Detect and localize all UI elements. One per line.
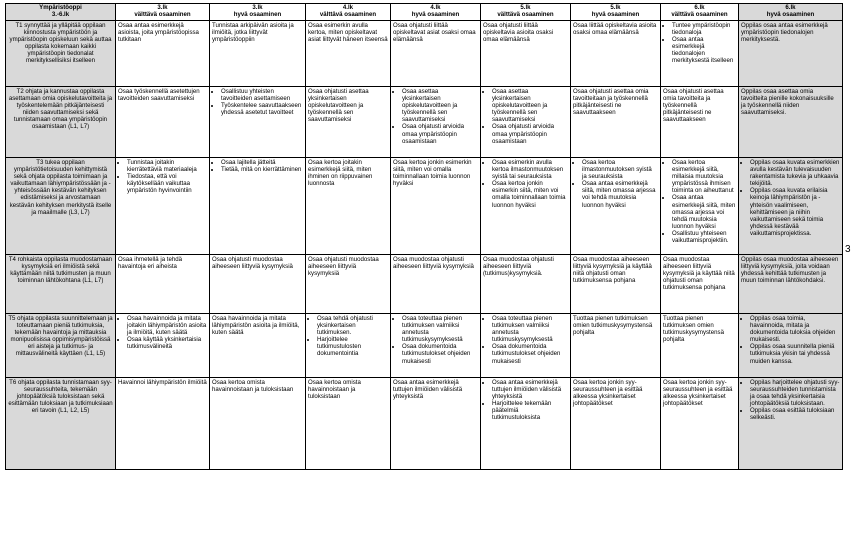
criteria-item: • Tuntee ympäristöopin tiedonaloja	[672, 22, 736, 36]
criteria-text: Osaa liittää opiskeltavia asioita osaksi omaa elämäänsä	[573, 21, 657, 36]
header-line-2: hyvä osaaminen	[233, 10, 282, 18]
criteria-item: • Osaa antaa esimerkkejä tuttujen ilmiöiden välisistä yhteyksistä	[492, 379, 568, 400]
criteria-item: • Oppilas osaa toimia, havainnoida, mitata ja dokumentoida tuloksia ohjeiden mukaisesti.	[750, 315, 840, 344]
header-column	[210, 4, 306, 21]
criteria-text: Osaa ohjatusti asettaa omia tavoitteita ja työskennellä pitkäjänteisesti ne saavuttaakseen	[663, 87, 724, 124]
criteria-text: Oppilas osaa antaa esimerkkejä ympäristöopin tiedonalojen merkityksestä.	[741, 21, 828, 43]
criteria-text: Osaa muodostaa ohjatusti aiheeseen liittyviä kysymyksiä	[393, 255, 474, 270]
criteria-list	[663, 159, 736, 245]
criteria-cell	[571, 20, 661, 86]
criteria-cell	[661, 377, 739, 469]
criteria-cell	[391, 377, 481, 469]
criteria-item: • Osaa asettaa yksinkertaisen opiskelutavoitteen ja työskennellä sen saavuttamiseksi	[402, 88, 478, 124]
header-line-1: 5.lk	[520, 4, 531, 11]
header-line-2: välttävä osaaminen	[497, 10, 554, 18]
criteria-cell	[739, 377, 843, 469]
header-line-2: välttävä osaaminen	[134, 10, 191, 18]
criteria-item: • Oppilas osaa kuvata esimerkkien avulla kestävän tulevaisuuden rakentamista tukevia ja uhkaavia tekijöitä.	[750, 159, 840, 188]
criteria-cell	[210, 157, 306, 254]
criteria-cell	[116, 86, 210, 157]
criteria-item: • Osaa kertoa esimerkkejä siitä, millaisia muutoksia ympäristössä ihmisen toiminta on aiheuttanut	[672, 159, 736, 195]
criteria-item: • Oppilas harjoittelee ohjatusti syy-seuraussuhteiden tunnistamista ja osaa tehdä yksinkertaisia johtopäätöksiä tuloksistaan.	[750, 379, 840, 408]
criteria-text: Osaa ohjatusti asettaa yksinkertaisen opiskelutavoitteen ja työskennellä sen saavuttamiseksi	[308, 87, 369, 124]
criteria-text: Osaa muodostaa ohjatusti aiheeseen liittyviä (tutkimus)kysymyksiä.	[483, 255, 554, 277]
criteria-item: • Osaa esimerkin avulla kertoa ilmastonmuutoksen syistä tai seurauksista	[492, 159, 568, 180]
criteria-item: • Osaa asettaa yksinkertaisen opiskelutavoitteen ja työskennellä sen saavuttamiseksi	[492, 88, 568, 124]
criteria-cell	[571, 254, 661, 313]
goal-cell: T4 rohkaista oppilasta muodostamaan kysymyksiä eri ilmiöistä sekä käyttämään niitä tutkimusten ja muun toiminnan lähtökohtana (L1, L7)	[6, 254, 116, 313]
criteria-text: Osaa ohjatusti asettaa omia tavoitteitaan ja työskennellä pitkäjänteisesti ne saavuttaakseen	[573, 87, 649, 117]
header-line-2: välttävä osaaminen	[319, 10, 377, 18]
criteria-list	[393, 88, 478, 145]
assessment-table	[5, 3, 843, 470]
criteria-cell	[739, 254, 843, 313]
header-column	[391, 4, 481, 21]
criteria-list	[212, 159, 303, 173]
criteria-item: • Oppilas osaa esittää tuloksiaan selkeästi.	[750, 407, 840, 421]
criteria-cell	[116, 377, 210, 469]
table-body	[6, 20, 843, 469]
criteria-cell	[210, 20, 306, 86]
header-column	[116, 4, 210, 21]
header-line-1: 4.lk	[430, 4, 441, 11]
criteria-cell	[116, 254, 210, 313]
header-line-1: 5.lk	[610, 4, 621, 11]
criteria-text: Tunnistaa arkipäivän asioita ja ilmiöitä, jotka liittyvät ympäristöoppiin	[212, 21, 294, 43]
header-column	[661, 4, 739, 21]
criteria-cell	[739, 157, 843, 254]
criteria-cell	[306, 157, 391, 254]
header-subject	[6, 4, 116, 21]
criteria-cell	[481, 377, 571, 469]
criteria-cell	[116, 157, 210, 254]
criteria-cell	[661, 157, 739, 254]
criteria-item: • Harjoittelee tutkimustulosten dokumentointia	[317, 336, 388, 357]
criteria-list	[118, 159, 207, 195]
criteria-item: • Osaa tehdä ohjatusti yksinkertaisen tutkimuksen.	[317, 315, 388, 336]
criteria-cell	[571, 377, 661, 469]
criteria-text: Osaa kertoa jonkin syy-seuraussuhteen ja esittää alkeessa yksinkertaiset johtopäätökset	[663, 378, 733, 408]
criteria-text: Osaa muodostaa aiheeseen liittyviä kysymyksiä ja käyttää niitä ohjatusti oman tutkimuksensa pohjana	[663, 255, 735, 292]
criteria-cell	[481, 20, 571, 86]
goal-cell: T6 ohjata oppilasta tunnistamaan syy-seuraussuhteita, tekemään johtopäätöksiä tuloksistaan sekä esittämään tuloksiaan ja tutkimuksiaan eri tavoin (L1, L2, L5)	[6, 377, 116, 469]
criteria-item: • Osaa antaa esimerkkejä siitä, miten omassa arjessa voi tehdä muutoksia luonnon hyväksi	[582, 180, 658, 209]
criteria-text: Tuottaa pienen tutkimuksen omien tutkimuskysymystensä pohjalta	[573, 314, 653, 336]
criteria-list	[741, 159, 840, 238]
goal-cell: T1 synnyttää ja ylläpitää oppilaan kiinnostusta ympäristöön ja ympäristöopin opiskeluun sekä auttaa oppilasta kokemaan kaikki ympäristöopin tiedonalat merkityksellisiksi itselleen	[6, 20, 116, 86]
criteria-list	[663, 22, 736, 65]
criteria-cell	[391, 254, 481, 313]
criteria-text: Osaa esimerkin avulla kertoa, miten opiskeltavat asiat liittyvät häneen itseensä	[308, 21, 388, 43]
criteria-item: • Osaa ohjatusti arvioida omaa ympäristöopin osaamistaan	[492, 123, 568, 144]
criteria-list	[308, 315, 388, 358]
header-column	[739, 4, 843, 21]
criteria-cell	[391, 20, 481, 86]
criteria-item: • Osaa lajitella jätteitä	[221, 159, 303, 166]
page-number: 3	[845, 244, 851, 255]
criteria-text: Osaa kertoa omista havainnoistaan ja tuloksistaan	[308, 378, 361, 400]
criteria-cell	[306, 377, 391, 469]
header-line-1: 3.lk	[157, 4, 168, 11]
goal-cell: T5 ohjata oppilasta suunnittelemaan ja toteuttamaan pieniä tutkimuksia, tekemään havaintoja ja mittauksia monipuolisissa oppimisympäristöissä eri aisteja ja tutkimus- ja mittausvälineitä käyttäen (L1, L5)	[6, 313, 116, 377]
criteria-item: • Osallistuu yhteisten tavoitteiden asettamiseen	[221, 88, 303, 102]
criteria-text: Osaa ihmetellä ja tehdä havaintoja eri aiheista	[118, 255, 183, 270]
header-line-1: Ympäristöoppi	[39, 4, 82, 11]
criteria-cell	[391, 313, 481, 377]
criteria-item: • Osaa kertoa jonkin esimerkin siitä, miten voi omalla toiminnallaan toimia luonnon hyväksi	[492, 180, 568, 209]
header-line-2: hyvä osaaminen	[591, 10, 640, 18]
criteria-item: • Tietää, mitä on kierrättäminen	[221, 166, 303, 173]
criteria-cell	[739, 86, 843, 157]
criteria-item: • Oppilas osaa suunnitella pieniä tutkimuksia ykisin tai yhdessä muiden kanssa.	[750, 343, 840, 364]
criteria-cell	[661, 20, 739, 86]
criteria-text: Osaa kertoa jonkin syy-seuraussuhteen ja esittää alkeessa yksinkertaiset johtopäätökset	[573, 378, 643, 408]
goal-cell: T2 ohjata ja kannustaa oppilasta asettamaan omia opiskelutavoitteita ja työskentelemään pitkäjänteisesti niiden saavuttamiseksi sekä tunnistamaan omaa ympäristöopin osaamistaan (L1, L7)	[6, 86, 116, 157]
header-column	[306, 4, 391, 21]
header-row	[6, 4, 843, 21]
table-row	[6, 377, 843, 469]
criteria-item: • Osaa toteuttaa pienen tutkimuksen valmiiksi annetusta tutkimuskysymyksestä	[402, 315, 478, 344]
table-row	[6, 313, 843, 377]
header-line-2: hyvä osaaminen	[411, 10, 460, 18]
criteria-cell	[739, 20, 843, 86]
criteria-cell	[739, 313, 843, 377]
criteria-item: • Osaa ohjatusti arvioida omaa ympäristöopin osaamistaan	[402, 123, 478, 144]
criteria-item: • Osaa havainnoida ja mitata joitakin lähiympäristön asioita ja ilmiöitä, kuten säätä	[127, 315, 207, 336]
criteria-cell	[306, 86, 391, 157]
header-line-2: välttävä osaaminen	[671, 10, 728, 18]
criteria-text: Osaa ohjatusti liittää opiskeltavia asioita osaksi omaa elämäänsä	[483, 21, 554, 43]
criteria-item: • Osaa käyttää yksinkertaisia tutkimusvälineitä	[127, 336, 207, 350]
criteria-cell	[306, 20, 391, 86]
criteria-item: • Osaa dokumentoida tutkimustulokset ohjeiden mukaisesti	[492, 343, 568, 364]
table-row	[6, 254, 843, 313]
criteria-list	[741, 315, 840, 365]
criteria-text: Osaa kertoa jonkin esimerkin siitä, miten voi omalla toiminnallaan toimia luonnon hyväksi	[393, 158, 472, 188]
criteria-cell	[571, 86, 661, 157]
criteria-cell	[210, 377, 306, 469]
criteria-list	[483, 88, 568, 145]
criteria-cell	[571, 157, 661, 254]
criteria-cell	[210, 313, 306, 377]
criteria-text: Osaa kertoa joitakin esimerkkejä siitä, miten ihminen on riippuvainen luonnosta	[308, 158, 373, 188]
criteria-text: Oppilas osaa muodostaa aiheeseen liittyviä kysymyksiä, joita voidaan yhdessä kehittää tutkimusten ja muun toiminnan lähtökohdaksi.	[741, 255, 839, 285]
criteria-item: • Osaa antaa esimerkkejä siitä, miten omassa arjessa voi tehdä muutoksia luonnon hyväksi	[672, 194, 736, 230]
criteria-item: • Osaa toteuttaa pienen tutkimuksen valmiiksi annetusta tutkimuskysymyksestä	[492, 315, 568, 344]
criteria-cell	[116, 20, 210, 86]
criteria-list	[573, 159, 658, 209]
table-row	[6, 157, 843, 254]
criteria-text: Havainnoi lähiympäristön ilmiöitä	[118, 378, 207, 386]
criteria-cell	[306, 254, 391, 313]
criteria-item: • Oppilas osaa kuvata erilaisia keinoja lähiympäristön ja -yhteisön vaalimiseen, kehittämiseen ja niihin vaikuttamiseen sekä toimia yhdessä kestävää vaikuttamisprojektissa.	[750, 187, 840, 237]
criteria-text: Osaa ohjatusti muodostaa aiheeseen liittyviä kysymyksiä	[212, 255, 293, 270]
header-line-1: 6.lk	[694, 4, 705, 11]
criteria-list	[393, 315, 478, 365]
criteria-cell	[661, 313, 739, 377]
table-row	[6, 86, 843, 157]
criteria-text: Oppilas osaa asettaa omia tavoitteita pienille kokonaisuuksille ja työskennellä niiden saavuttamiseksi.	[741, 87, 834, 117]
criteria-cell	[481, 254, 571, 313]
criteria-list	[118, 315, 207, 351]
criteria-cell	[391, 157, 481, 254]
criteria-cell	[391, 86, 481, 157]
criteria-list	[741, 379, 840, 422]
criteria-item: • Osaa kertoa ilmastonmuutoksen syistä ja seurauksista	[582, 159, 658, 180]
criteria-cell	[481, 313, 571, 377]
criteria-cell	[481, 157, 571, 254]
criteria-item: • Osaa antaa esimerkkejä tiedonalojen merkityksestä itselleen	[672, 36, 736, 65]
criteria-item: • Tunnistaa joitakin kierrätettäviä materiaaleja	[127, 159, 207, 173]
criteria-text: Osaa havainnoida ja mitata lähiympäristön asioita ja ilmiöitä, kuten säätä	[212, 314, 300, 336]
criteria-cell	[306, 313, 391, 377]
goal-cell: T3 tukea oppilaan ympäristötietoisuuden kehittymistä sekä ohjata oppilasta toimimaan ja vaikuttamaan lähiympäristössään ja -yhteisössään kestävän kehityksen edistämiseksi ja arvostamaan kestävän kehityksen merkitystä itselle ja maailmalle (L3, L7)	[6, 157, 116, 254]
criteria-item: • Työskentelee saavuttaakseen yhdessä asetetut tavoitteet	[221, 102, 303, 116]
table-row	[6, 20, 843, 86]
header-line-2: hyvä osaaminen	[766, 10, 815, 18]
criteria-list	[483, 159, 568, 209]
criteria-text: Osaa muodostaa aiheeseen liittyviä kysymyksiä ja käyttää niitä ohjatusti oman tutkimuksensa pohjana	[573, 255, 652, 285]
criteria-item: • Harjoittelee tekemään päätelmiä tutkimustuloksista	[492, 400, 568, 421]
criteria-text: Osaa antaa esimerkkejä asioista, joita ympäristöopissa tutkitaan	[118, 21, 199, 43]
header-column	[571, 4, 661, 21]
criteria-text: Osaa ohjatusti muodostaa aiheeseen liittyviä kysymyksiä	[308, 255, 379, 277]
criteria-cell	[210, 86, 306, 157]
criteria-cell	[481, 86, 571, 157]
criteria-text: Osaa kertoa omista havainnoistaan ja tuloksistaan	[212, 378, 294, 393]
criteria-cell	[116, 313, 210, 377]
criteria-cell	[210, 254, 306, 313]
criteria-text: Osaa työskennellä asetettujen tavoitteiden saavuttamiseksi	[118, 87, 200, 102]
criteria-text: Osaa antaa esimerkkejä tuttujen ilmiöiden välisistä yhteyksistä	[393, 378, 463, 400]
header-line-1: 3.lk	[252, 4, 263, 11]
criteria-cell	[661, 254, 739, 313]
criteria-cell	[661, 86, 739, 157]
criteria-cell	[571, 313, 661, 377]
header-line-1: 6.lk	[785, 4, 796, 11]
criteria-text: Tuottaa pienen tutkimuksen omien tutkimuskysymystensä pohjalta	[663, 314, 724, 344]
criteria-list	[483, 315, 568, 365]
header-line-2: 3.-6.lk	[51, 10, 70, 18]
criteria-item: • Tiedostaa, että voi käytöksellään vaikuttaa ympäristön hyvinvointiin	[127, 173, 207, 194]
criteria-item: • Osallistuu yhteiseen vaikuttamisprojektiin.	[672, 230, 736, 244]
criteria-list	[483, 379, 568, 422]
criteria-text: Osaa ohjatusti liittää opiskeltavat asiat osaksi omaa elämäänsä	[393, 21, 476, 43]
criteria-item: • Osaa dokumentoida tutkimustulokset ohjeiden mukaisesti	[402, 343, 478, 364]
header-line-1: 4.lk	[342, 4, 354, 11]
header-column	[481, 4, 571, 21]
criteria-list	[212, 88, 303, 117]
